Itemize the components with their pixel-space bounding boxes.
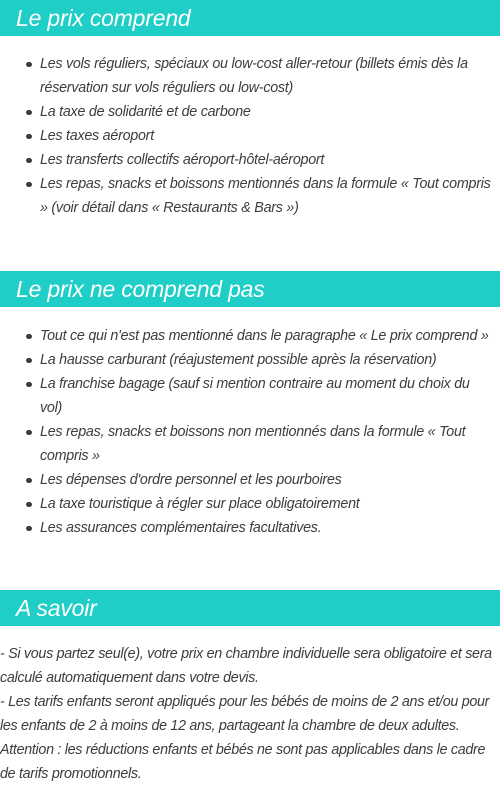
list-item: Les assurances complémentaires facultatives. — [0, 516, 500, 540]
info-paragraph: - Si vous partez seul(e), votre prix en chambre individuelle sera obligatoire et sera calculé automatiquement dans votre devis. — [0, 646, 492, 686]
list-item: La franchise bagage (sauf si mention contraire au moment du choix du vol) — [0, 372, 500, 420]
section-header-info: A savoir — [0, 590, 500, 626]
list-item: Les repas, snacks et boissons mentionnés dans la formule « Tout compris » (voir détail dans « Restaurants & Bars ») — [0, 172, 500, 220]
info-paragraph: - Les tarifs enfants seront appliqués pour les bébés de moins de 2 ans et/ou pour les enfants de 2 à moins de 12 ans, partageant la chambre de deux adultes. — [0, 694, 490, 734]
includes-list — [0, 52, 500, 220]
list-item: Les taxes aéroport — [0, 124, 500, 148]
list-item: Les transferts collectifs aéroport-hôtel-aéroport — [0, 148, 500, 172]
list-item: Les repas, snacks et boissons non mentionnés dans la formule « Tout compris » — [0, 420, 500, 468]
info-notes — [0, 642, 500, 786]
info-paragraph: Attention : les réductions enfants et bébés ne sont pas applicables dans le cadre de tarifs promotionnels. — [0, 742, 486, 782]
list-item: Les vols réguliers, spéciaux ou low-cost aller-retour (billets émis dès la réservation sur vols réguliers ou low-cost) — [0, 52, 500, 100]
section-header-includes: Le prix comprend — [0, 0, 500, 36]
excludes-list — [0, 324, 500, 540]
list-item: Les dépenses d'ordre personnel et les pourboires — [0, 468, 500, 492]
list-item: La hausse carburant (réajustement possible après la réservation) — [0, 348, 500, 372]
list-item: La taxe de solidarité et de carbone — [0, 100, 500, 124]
list-item: La taxe touristique à régler sur place obligatoirement — [0, 492, 500, 516]
list-item: Tout ce qui n'est pas mentionné dans le paragraphe « Le prix comprend » — [0, 324, 500, 348]
section-header-excludes: Le prix ne comprend pas — [0, 271, 500, 307]
